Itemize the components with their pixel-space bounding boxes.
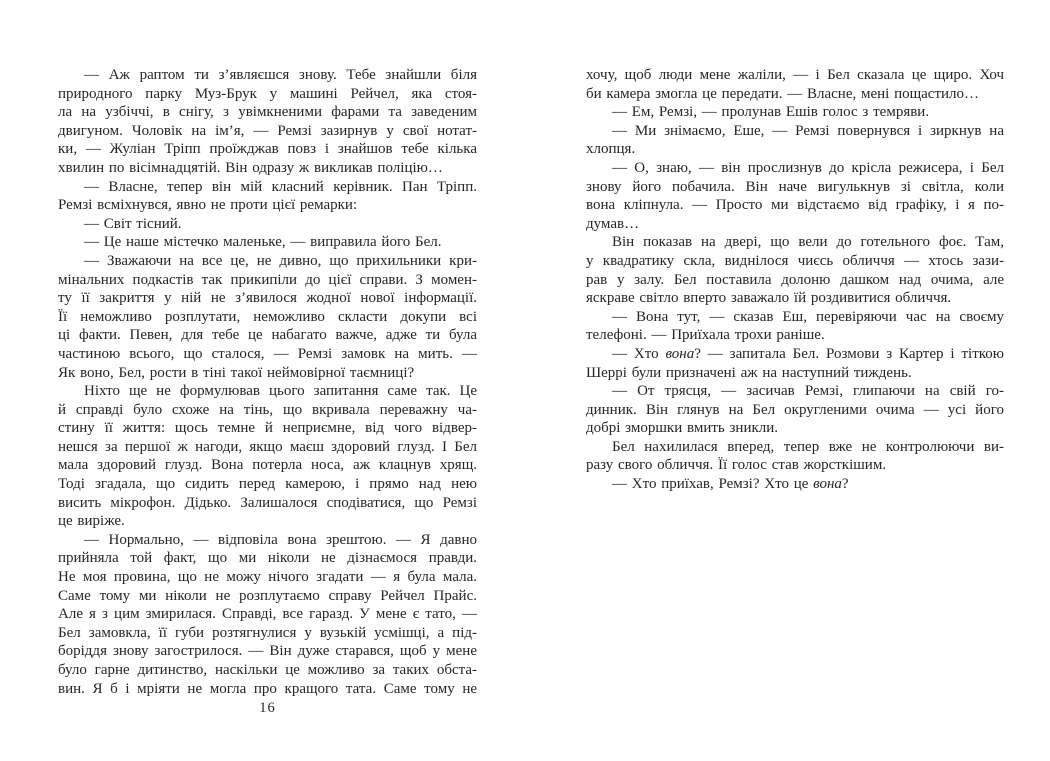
text-line: мала здоровий глузд. Вона потерла носа, аж клацнув хрящ. — [58, 457, 477, 474]
text-line: боріддя знову загострилося. — Він дуже старався, щоб у мене — [58, 643, 477, 660]
text-line: стину її життя: щось темне й неприємне, від чого відвер- — [58, 420, 477, 437]
left-page-text-column — [58, 66, 477, 698]
text-line: хвилин по вісімнадцятій. Він одразу ж викликав поліцію… — [58, 159, 443, 176]
text-line: ки, — Жуліан Тріпп проїжджав повз і знайшов тебе кілька — [58, 141, 477, 158]
text-line: двигуном. Чоловік на ім’я, — Ремзі зазирнув у свої нотат- — [58, 122, 477, 139]
paragraph — [58, 252, 477, 382]
text-line: ла на узбіччі, в снігу, з увімкненими фарами та заведеним — [58, 104, 477, 121]
text-line: — Аж раптом ти з’являєшся знову. Тебе знайшли біля — [84, 67, 477, 83]
text-line: вона кліпнула. — Просто ми відстаємо від графіку, і я по- — [586, 197, 1004, 214]
text-line: динник. Він глянув на Бел округленими очима — усі його — [586, 401, 1004, 418]
text-line: телефоні. — Приїхала трохи раніше. — [586, 327, 825, 344]
text-line: — Вона тут, — сказав Еш, перевіряючи час на своєму — [612, 308, 1004, 325]
text-line: — О, знаю, — він прослизнув до крісла режисера, і Бел — [612, 159, 1004, 176]
paragraph — [586, 382, 1004, 438]
text-line: й справді було схоже на тінь, що вкривала переважну ча- — [58, 401, 477, 418]
text-line: знову його побачила. Він наче вигулькнув зі світла, коли — [586, 178, 1004, 195]
text-line: Ніхто ще не формулював цього запитання саме так. Це — [84, 383, 477, 400]
text-line: — Це наше містечко маленьке, — виправила його Бел. — [84, 234, 442, 251]
text-line: думав… — [586, 215, 640, 232]
text-line: Її неможливо розплутати, неможливо скласти докупи всі — [58, 308, 477, 325]
text-line: — Хто приїхав, Ремзі? Хто це вона? — [612, 476, 849, 493]
text-line: хочу, щоб люди мене жаліли, — і Бел сказала це щиро. Хоч — [586, 67, 1004, 83]
text-line: ці факти. Певен, для тебе це набагато важче, адже ти була — [58, 327, 477, 344]
text-line: Як воно, Бел, рости в тіні такої неймовірної таємниці? — [58, 364, 415, 381]
paragraph — [586, 345, 1004, 382]
right-page-text-column — [586, 66, 1004, 494]
text-line: мінальних подкастів так прикипіли до цієї справи. З момен- — [58, 271, 477, 288]
text-line: Він показав на двері, що вели до готельного фоє. Там, — [612, 234, 1004, 251]
text-line: природного парку Муз-Брук у машині Рейчел, яка стоя- — [58, 85, 477, 102]
paragraph — [586, 103, 1004, 122]
text-line: Шеррі були призначені аж на наступний тиждень. — [586, 364, 912, 381]
text-line: вин. Я б і мріяти не могла про кращого тата. Саме тому не — [58, 680, 477, 697]
paragraph — [586, 438, 1004, 475]
paragraph — [58, 531, 477, 698]
text-line: — Ми знімаємо, Еше, — Ремзі повернувся і зиркнув на — [612, 122, 1004, 139]
text-line: було гарне дитинство, наскільки це можливо за таких обста- — [58, 662, 477, 678]
paragraph — [586, 233, 1004, 307]
text-line: прийняла той факт, що ми ніколи не дізнаємося правди. — [58, 550, 477, 567]
text-line: Бел нахилилася вперед, тепер вже не контролюючи ви- — [612, 438, 1004, 455]
paragraph — [58, 233, 477, 252]
paragraph — [586, 308, 1004, 345]
text-line: Ремзі всміхнувся, явно не проти цієї ремарки: — [58, 197, 358, 214]
text-line: — Нормально, — відповіла вона зрештою. — Я давно — [84, 531, 477, 548]
text-line: — Хто вона? — запитала Бел. Розмови з Картер і тіткою — [612, 345, 1004, 362]
page-number: 16 — [259, 700, 276, 716]
text-line: яскраве світло вперто заважало їй роздивитися обличчя. — [586, 290, 952, 307]
text-line: — Ем, Ремзі, — пролунав Ешів голос з темряви. — [612, 104, 930, 121]
text-line: — Зважаючи на все це, не дивно, що прихильники кри- — [84, 252, 477, 269]
paragraph — [58, 66, 477, 159]
text-line: — Власне, тепер він мій класний керівник. Пан Тріпп. — [84, 178, 477, 195]
text-line: Але я з цим змирилася. Справді, все гаразд. У мене є тато, — — [58, 606, 477, 623]
paragraph — [58, 159, 477, 178]
text-line: у квадратику скла, виднілося чиєсь обличчя — хтось зази- — [586, 252, 1004, 269]
text-line: Не моя провина, що не можу нічого згадати — я була мала. — [58, 569, 477, 586]
text-line: частиною всього, що сталося, — Ремзі замовк на мить. — — [58, 345, 477, 362]
paragraph — [586, 159, 1004, 233]
text-line: хлопця. — [586, 141, 636, 158]
text-line: рав у залу. Бел поставила долоню дашком над очима, але — [586, 271, 1004, 288]
text-line: нешся за першої ж нагоди, якщо маєш здоровий глузд. І Бел — [58, 438, 477, 455]
text-line: би камера змогла це передати. — Власне, мені пощастило… — [586, 85, 980, 102]
text-line: Саме тому ми ніколи не розплутаємо справу Рейчел Прайс. — [58, 587, 477, 604]
text-line: Тоді згадала, що сидить перед камерою, і прямо над нею — [58, 476, 477, 493]
text-line: разу свого обличчя. Її голос став жорсткішим. — [586, 457, 887, 474]
text-line: добрі зморшки вмить зникли. — [586, 420, 779, 437]
paragraph — [586, 66, 1004, 103]
paragraph — [58, 178, 477, 215]
text-line: — От трясця, — засичав Ремзі, глипаючи на свій го- — [612, 383, 1004, 400]
text-line: — Світ тісний. — [84, 215, 182, 232]
text-line: Бел замовкла, її губи розтягнулися у вузькій усмішці, а під- — [58, 624, 477, 641]
paragraph — [586, 122, 1004, 159]
paragraph — [58, 382, 477, 531]
text-line: це виріже. — [58, 513, 125, 530]
paragraph — [58, 215, 477, 234]
paragraph — [586, 475, 1004, 494]
text-line: ту її закриття у ній не з’явилося жодної нової інформації. — [58, 290, 477, 307]
text-line: висить мікрофон. Дідько. Залишалося сподіватися, що Ремзі — [58, 494, 477, 511]
